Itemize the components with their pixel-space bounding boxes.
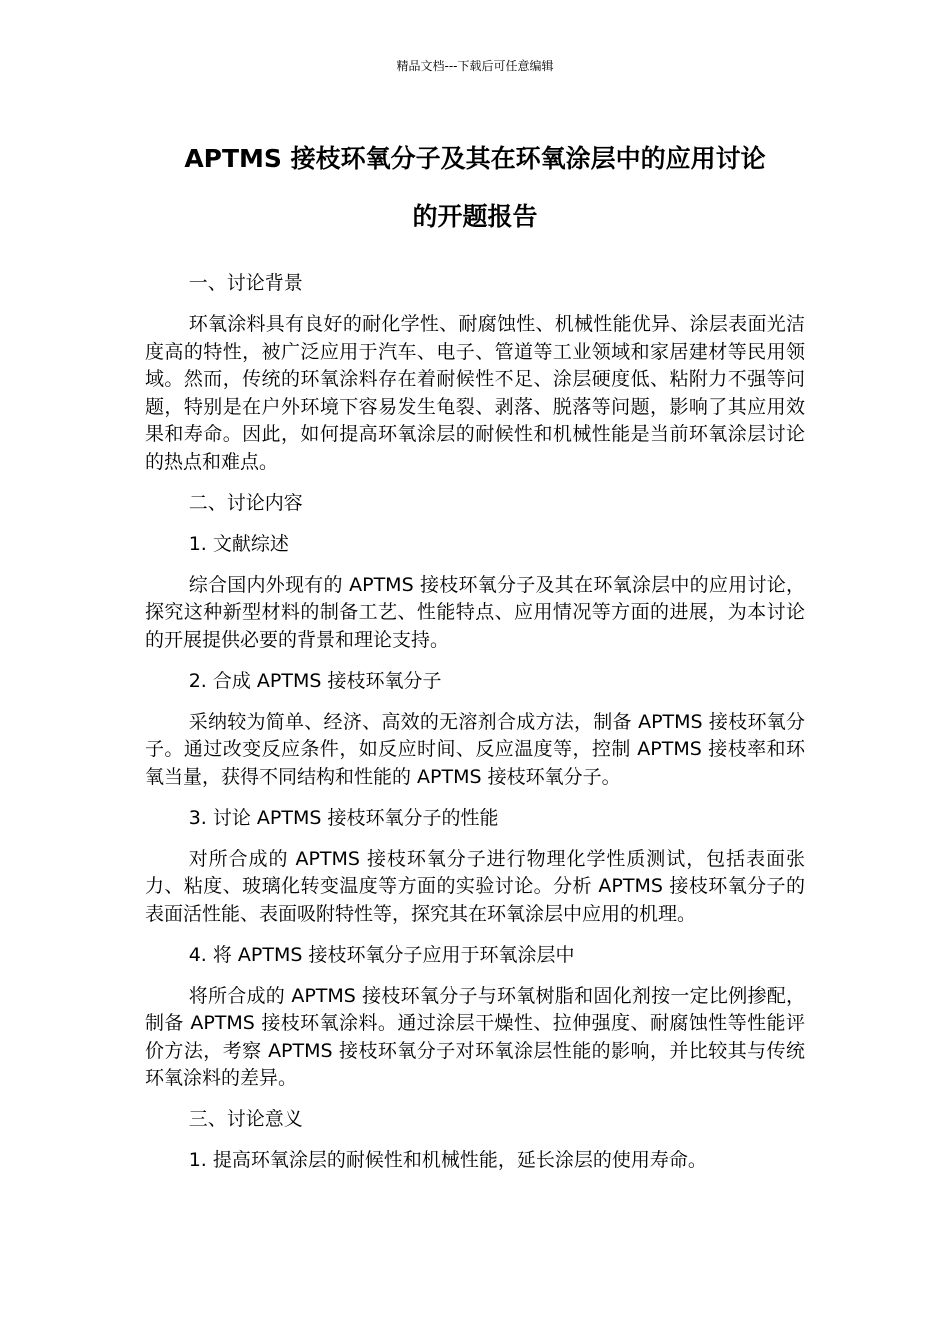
list-item-significance-1: 1. 提高环氧涂层的耐候性和机械性能，延长涂层的使用寿命。: [188, 1149, 707, 1171]
paragraph-synthesis: 采纳较为简单、经济、高效的无溶剂合成方法，制备 APTMS 接枝环氧分子。通过改变反应条件，如反应时间、反应温度等，控制 APTMS 接枝率和环氧当量，获得不同结构和性能的 APTMS 接枝环氧分子。: [145, 710, 805, 788]
section-heading-content: 二、讨论内容: [188, 491, 303, 514]
subheading-synthesis: 2. 合成 APTMS 接枝环氧分子: [188, 669, 442, 692]
document-body: [145, 270, 805, 1188]
paragraph-literature-review: 综合国内外现有的 APTMS 接枝环氧分子及其在环氧涂层中的应用讨论，探究这种新型材料的制备工艺、性能特点、应用情况等方面的进展，为本讨论的开展提供必要的背景和理论支持。: [145, 573, 805, 651]
section-heading-significance: 三、讨论意义: [188, 1108, 303, 1130]
document-title: [120, 130, 830, 246]
title-line-1: APTMS 接枝环氧分子及其在环氧涂层中的应用讨论: [184, 144, 766, 173]
paragraph-properties: 对所合成的 APTMS 接枝环氧分子进行物理化学性质测试，包括表面张力、粘度、玻璃化转变温度等方面的实验讨论。分析 APTMS 接枝环氧分子的表面活性能、表面吸附特性等，探究其在环氧涂层中应用的机理。: [145, 847, 805, 925]
paragraph-application: 将所合成的 APTMS 接枝环氧分子与环氧树脂和固化剂按一定比例掺配，制备 APTMS 接枝环氧涂料。通过涂层干燥性、拉伸强度、耐腐蚀性等性能评价方法，考察 APTMS 接枝环氧分子对环氧涂层性能的影响，并比较其与传统环氧涂料的差异。: [145, 984, 805, 1089]
section-heading-background: 一、讨论背景: [188, 272, 303, 294]
title-line-2: 的开题报告: [412, 202, 538, 231]
header-note: 精品文档---下载后可任意编辑: [396, 59, 554, 73]
subheading-properties: 3. 讨论 APTMS 接枝环氧分子的性能: [188, 806, 499, 829]
subheading-application: 4. 将 APTMS 接枝环氧分子应用于环氧涂层中: [188, 943, 575, 966]
paragraph-background: 环氧涂料具有良好的耐化学性、耐腐蚀性、机械性能优异、涂层表面光洁度高的特性，被广泛应用于汽车、电子、管道等工业领域和家居建材等民用领域。然而，传统的环氧涂料存在着耐候性不足、涂层硬度低、粘附力不强等问题，特别是在户外环境下容易发生龟裂、剥落、脱落等问题，影响了其应用效果和寿命。因此，如何提高环氧涂层的耐候性和机械性能是当前环氧涂层讨论的热点和难点。: [145, 313, 805, 473]
subheading-literature-review: 1. 文献综述: [188, 532, 289, 555]
